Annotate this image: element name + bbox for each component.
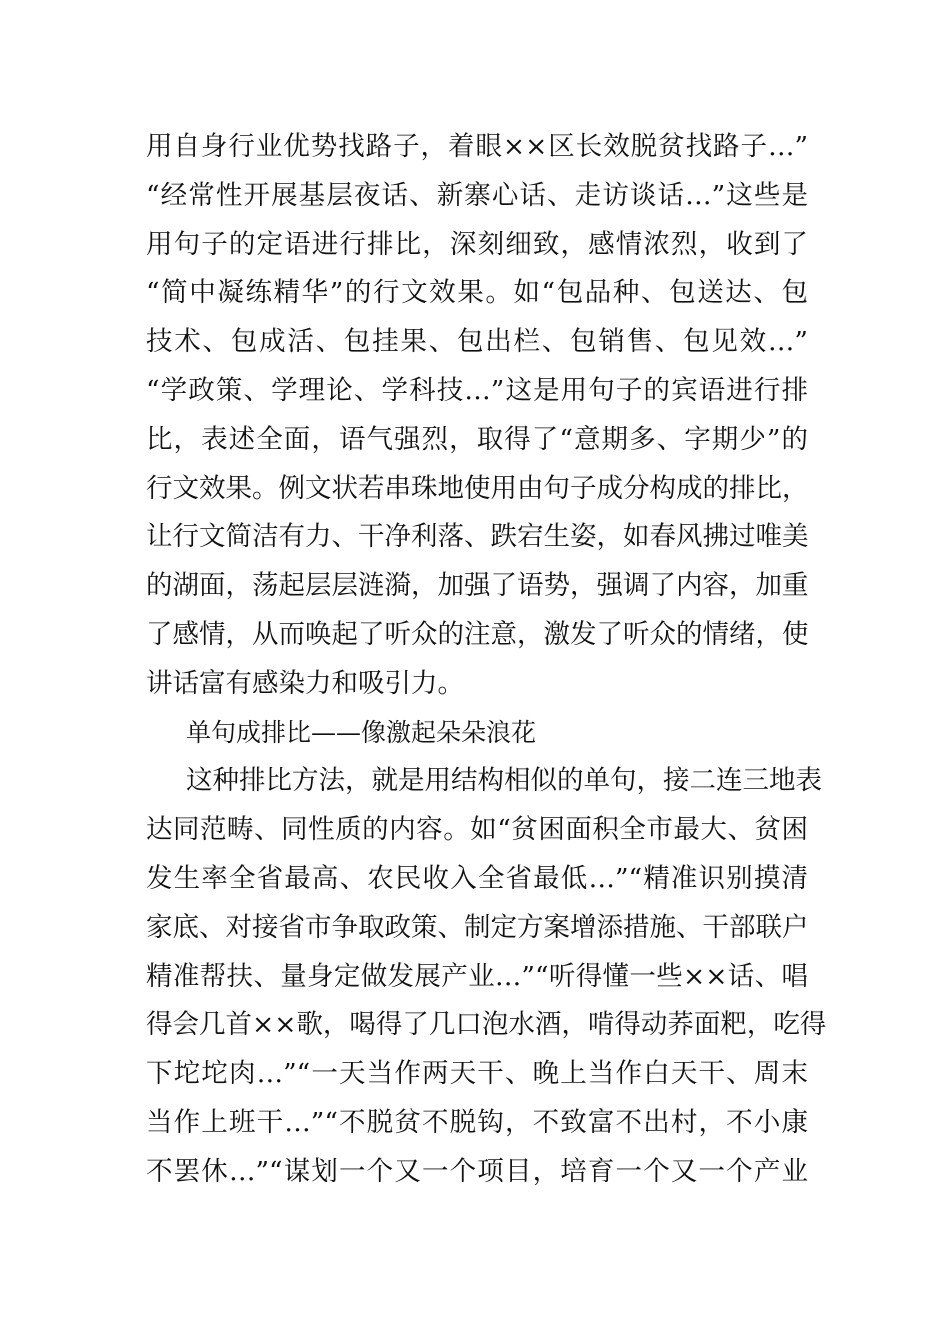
text-line: “学政策、学理论、学科技…”这是用句子的宾语进行排 bbox=[146, 374, 808, 406]
text-line: 不罢休…”“谋划一个又一个项目，培育一个又一个产业 bbox=[146, 1155, 808, 1187]
document-page bbox=[146, 123, 827, 1197]
text-line: “经常性开展基层夜话、新寨心话、走访谈话…”这些是 bbox=[146, 179, 808, 211]
text-line: 让行文简洁有力、干净利落、跌宕生姿，如春风拂过唯美 bbox=[146, 521, 809, 553]
paragraph-2 bbox=[146, 757, 827, 1196]
text-line: 得会几首××歌，喝得了几口泡水酒，啃得动荞面粑，吃得 bbox=[146, 1009, 827, 1041]
text-line: “简中凝练精华”的行文效果。如“包品种、包送达、包 bbox=[146, 277, 808, 309]
text-line: 技术、包成活、包挂果、包出栏、包销售、包见效…” bbox=[146, 326, 808, 358]
text-line: 了感情，从而唤起了听众的注意，激发了听众的情绪，使 bbox=[146, 618, 809, 650]
text-line: 下坨坨肉…”“一天当作两天干、晚上当作白天干、周末 bbox=[146, 1058, 808, 1090]
text-line: 当作上班干…”“不脱贫不脱钩，不致富不出村，不小康 bbox=[146, 1106, 808, 1138]
text-line: 用自身行业优势找路子，着眼××区长效脱贫找路子…” bbox=[146, 131, 808, 162]
text-line: 的湖面，荡起层层涟漪，加强了语势，强调了内容，加重 bbox=[146, 570, 809, 602]
text-line: 这种排比方法，就是用结构相似的单句，接二连三地表 bbox=[186, 765, 822, 797]
paragraph-1 bbox=[146, 123, 808, 709]
text-line: 行文效果。例文状若串珠地使用由句子成分构成的排比， bbox=[146, 472, 809, 504]
text-line: 精准帮扶、量身定做发展产业…”“听得懂一些××话、唱 bbox=[146, 960, 808, 992]
text-line: 发生率全省最高、农民收入全省最低…”“精准识别摸清 bbox=[146, 862, 808, 894]
text-line: 达同范畴、同性质的内容。如“贫困面积全市最大、贫困 bbox=[146, 814, 808, 846]
text-line: 比，表述全面，语气强烈，取得了“意期多、字期少”的 bbox=[146, 423, 808, 455]
text-line: 家底、对接省市争取政策、制定方案增添措施、干部联户 bbox=[146, 911, 809, 943]
text-line: 用句子的定语进行排比，深刻细致，感情浓烈，收到了 bbox=[146, 228, 808, 260]
section-heading: 单句成排比——像激起朵朵浪花 bbox=[186, 717, 537, 747]
text-line: 讲话富有感染力和吸引力。 bbox=[146, 667, 464, 699]
